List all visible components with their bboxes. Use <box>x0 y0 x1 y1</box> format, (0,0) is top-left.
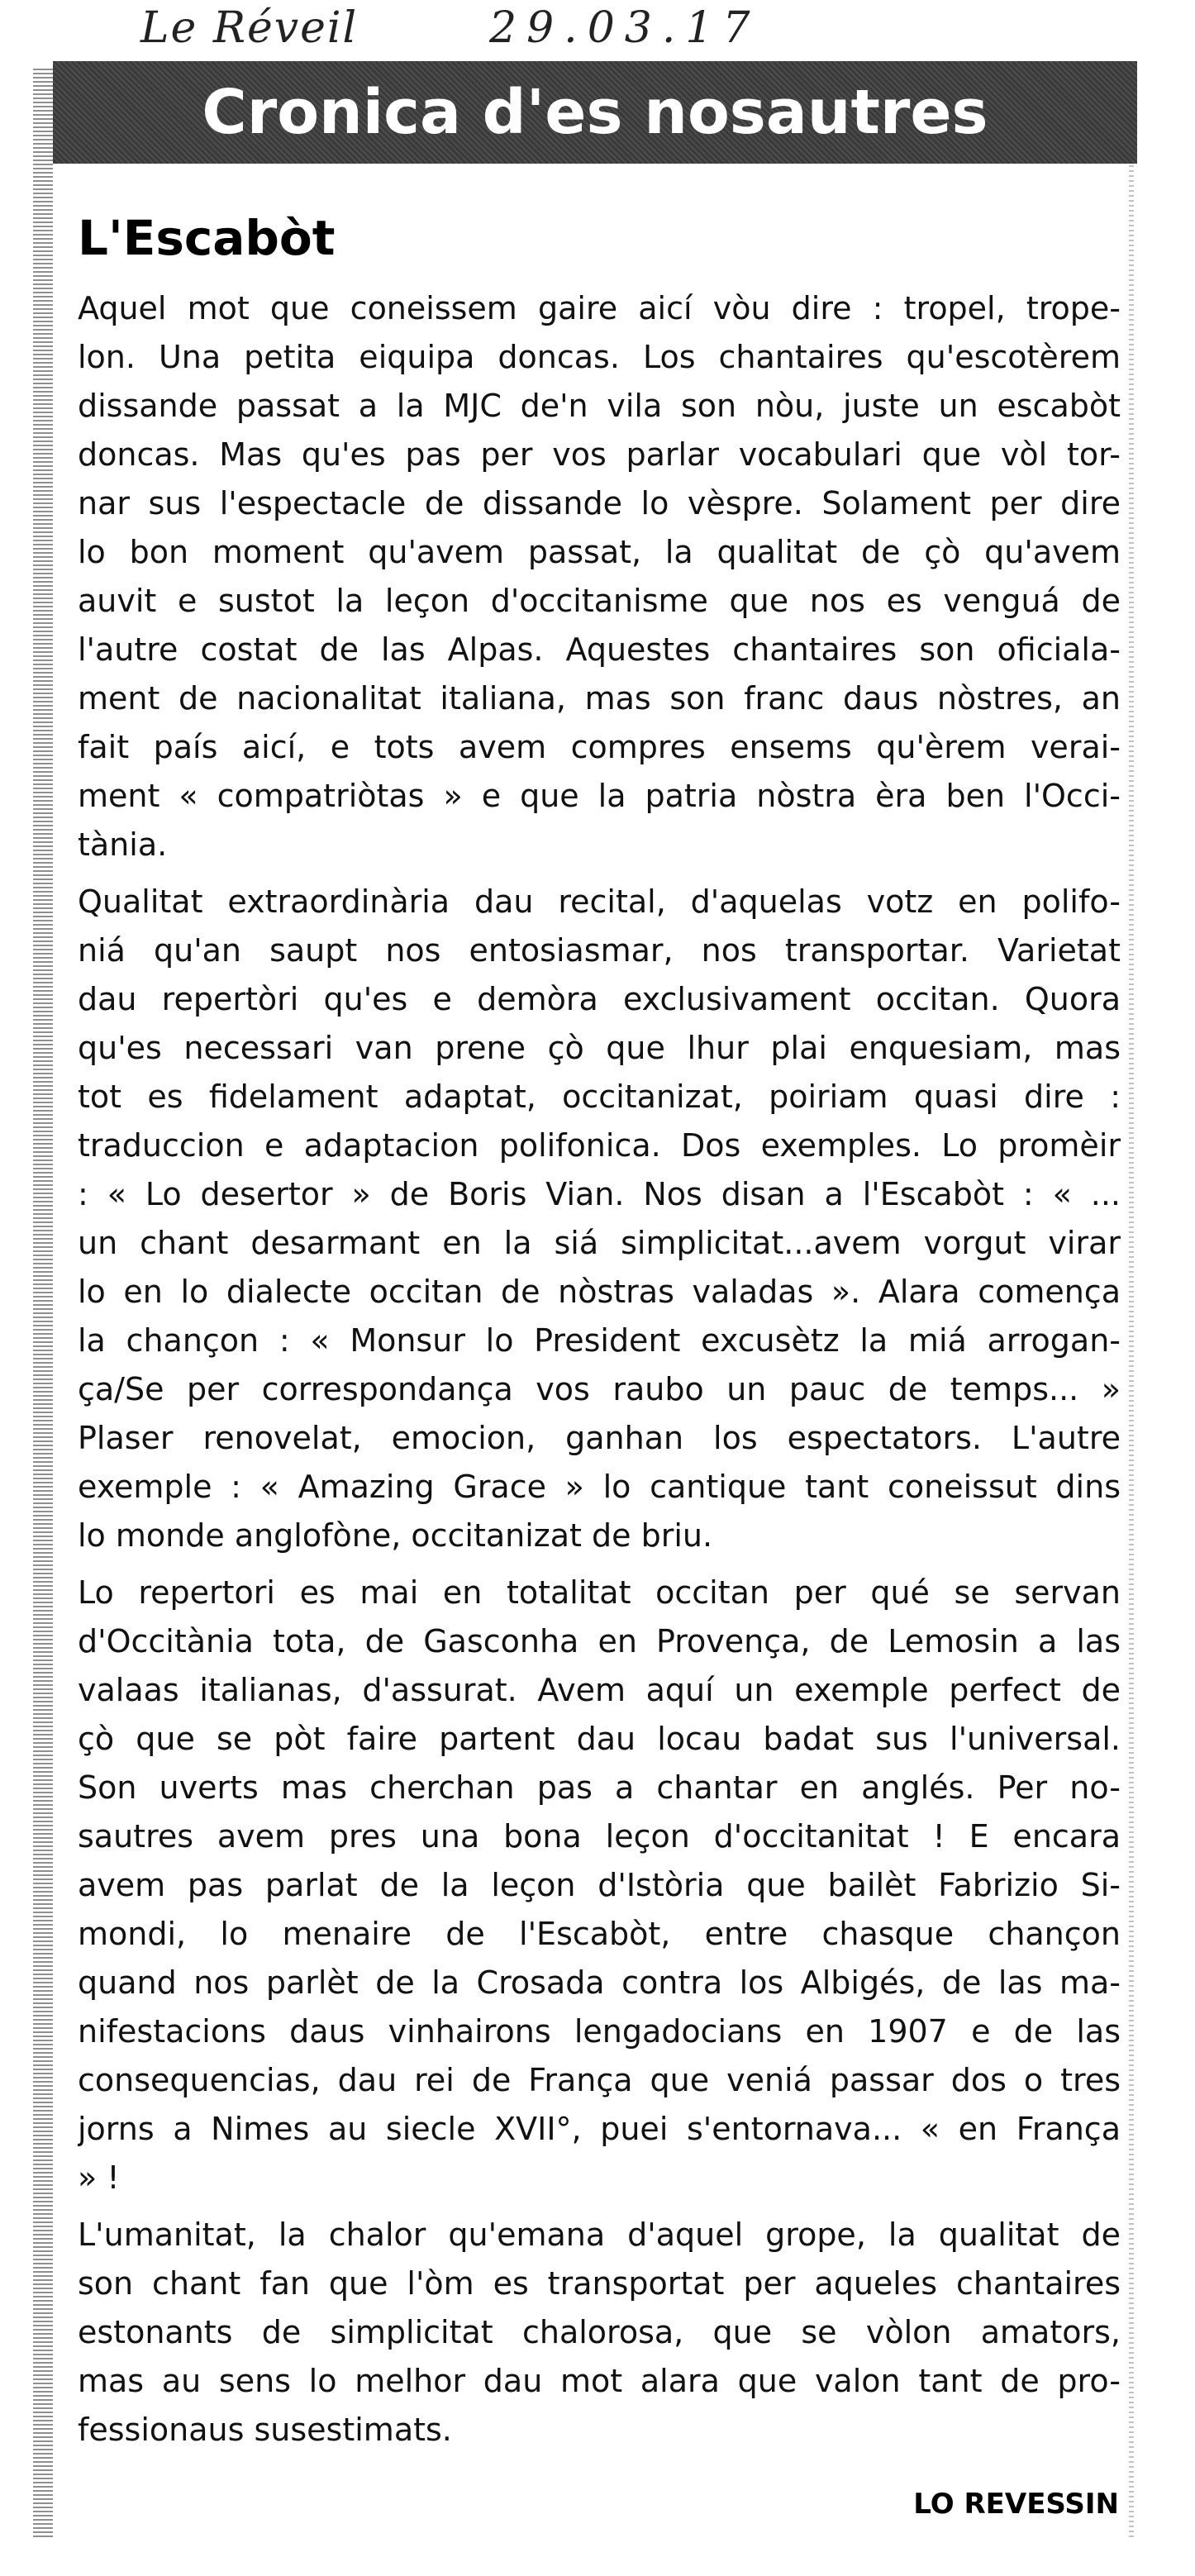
left-column-rule <box>33 66 53 2537</box>
article-line: un chant desarmant en la siá simplicitat...avem vorgut virar <box>78 1225 1121 1261</box>
article-line: ça/Se per correspondança vos raubo un pauc de temps... » <box>78 1371 1121 1407</box>
article-line: qu'es necessari van prene çò que lhur plai enquesiam, mas <box>78 1030 1121 1066</box>
article-line: Qualitat extraordinària dau recital, d'aquelas votz en polifo- <box>78 883 1121 920</box>
article-line: quand nos parlèt de la Crosada contra los Albigés, de las ma- <box>78 1964 1121 2001</box>
handwritten-publication-name: Le Réveil <box>140 3 359 53</box>
article-line: lo monde anglofòne, occitanizat de briu. <box>78 1517 713 1554</box>
article-line: fait país aicí, e tots avem compres ensems qu'èrem verai- <box>78 729 1121 765</box>
article-line: valaas italianas, d'assurat. Avem aquí un exemple perfect de <box>78 1672 1121 1708</box>
article-paragraph <box>78 2211 1121 2455</box>
article-paragraph <box>78 878 1121 1560</box>
article-line: dissande passat a la MJC de'n vila son nòu, juste un escabòt <box>78 388 1121 424</box>
article-line: son chant fan que l'òm es transportat per aqueles chantaires <box>78 2265 1121 2302</box>
article-line: avem pas parlat de la leçon d'Istòria que bailèt Fabrizio Si- <box>78 1867 1121 1903</box>
column-banner <box>53 61 1137 164</box>
article-line: exemple : « Amazing Grace » lo cantique tant coneissut dins <box>78 1469 1121 1505</box>
author-signature: LO REVESSIN <box>913 2488 1119 2521</box>
article-body <box>78 284 1121 2463</box>
article-line: L'umanitat, la chalor qu'emana d'aquel grope, la qualitat de <box>78 2217 1121 2253</box>
article-line: Lo repertori es mai en totalitat occitan per qué se servan <box>78 1574 1121 1611</box>
article-line: lo bon moment qu'avem passat, la qualitat de çò qu'avem <box>78 534 1121 570</box>
article-line: lo en lo dialecte occitan de nòstras valadas ». Alara comença <box>78 1274 1121 1310</box>
column-title: Cronica d'es nosautres <box>202 77 988 148</box>
article-line: » ! <box>78 2159 120 2196</box>
article-line: auvit e sustot la leçon d'occitanisme que nos es venguá de <box>78 583 1121 619</box>
article-line: fessionaus susestimats. <box>78 2412 452 2448</box>
article-line: traduccion e adaptacion polifonica. Dos exemples. Lo promèir <box>78 1127 1121 1164</box>
article-paragraph <box>78 284 1121 869</box>
handwritten-date: 29.03.17 <box>489 3 760 53</box>
article-line: lon. Una petita eiquipa doncas. Los chantaires qu'escotèrem <box>78 339 1121 375</box>
article-line: tot es fidelament adaptat, occitanizat, poiriam quasi dire : <box>78 1078 1121 1115</box>
article-line: nar sus l'espectacle de dissande lo vèspre. Solament per dire <box>78 485 1121 521</box>
article-paragraph <box>78 1569 1121 2202</box>
article-line: mondi, lo menaire de l'Escabòt, entre chasque chançon <box>78 1916 1121 1952</box>
article-line: nifestacions daus vinhairons lengadocians en 1907 e de las <box>78 2013 1121 2050</box>
article-line: d'Occitània tota, de Gasconha en Provença, de Lemosin a las <box>78 1623 1121 1659</box>
article-line: tània. <box>78 826 168 863</box>
article-line: mas au sens lo melhor dau mot alara que valon tant de pro- <box>78 2363 1121 2399</box>
article-line: l'autre costat de las Alpas. Aquestes chantaires son oficiala- <box>78 631 1121 668</box>
article-line: jorns a Nimes au siecle XVII°, puei s'entornava... « en França <box>78 2111 1121 2147</box>
article-line: doncas. Mas qu'es pas per vos parlar vocabulari que vòl tor- <box>78 436 1121 473</box>
article-line: estonants de simplicitat chalorosa, que se vòlon amators, <box>78 2314 1121 2350</box>
article-line: consequencias, dau rei de França que veniá passar dos o tres <box>78 2062 1121 2098</box>
article-line: ment « compatriòtas » e que la patria nòstra èra ben l'Occi- <box>78 778 1121 814</box>
article-line: niá qu'an saupt nos entosiasmar, nos transportar. Varietat <box>78 932 1121 969</box>
article-headline: L'Escabòt <box>78 210 336 266</box>
article-line: dau repertòri qu'es e demòra exclusivament occitan. Quora <box>78 981 1121 1017</box>
article-line: Aquel mot que coneissem gaire aicí vòu dire : tropel, trope- <box>78 290 1121 326</box>
article-line: ment de nacionalitat italiana, mas son franc daus nòstres, an <box>78 680 1121 717</box>
article-line: la chançon : « Monsur lo President excusètz la miá arrogan- <box>78 1322 1121 1359</box>
article-line: : « Lo desertor » de Boris Vian. Nos disan a l'Escabòt : « ... <box>78 1176 1121 1212</box>
article-line: Son uverts mas cherchan pas a chantar en anglés. Per no- <box>78 1769 1121 1806</box>
article-line: Plaser renovelat, emocion, ganhan los espectators. L'autre <box>78 1420 1121 1456</box>
article-line: sautres avem pres una bona leçon d'occitanitat ! E encara <box>78 1818 1121 1855</box>
article-line: çò que se pòt faire partent dau locau badat sus l'universal. <box>78 1721 1121 1757</box>
right-column-rule <box>1129 66 1134 2537</box>
